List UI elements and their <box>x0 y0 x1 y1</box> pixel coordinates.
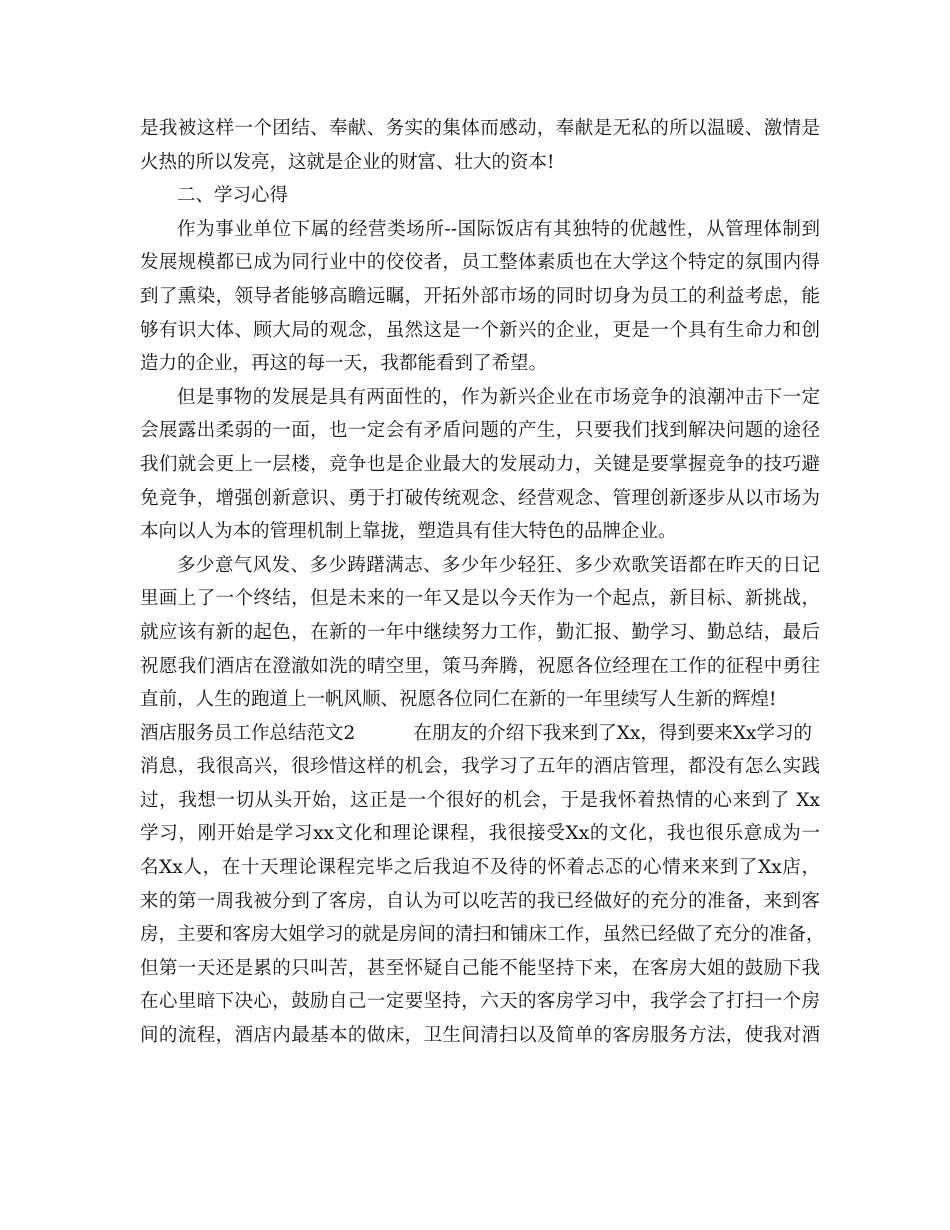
body-line: 名Xx人，在十天理论课程完毕之后我迫不及待的怀着忐忑的心情来来到了Xx店， <box>140 857 820 879</box>
body-line: 多少意气风发、多少踌躇满志、多少年少轻狂、多少欢歌笑语都在昨天的日记 <box>177 554 820 576</box>
body-line: 免竞争，增强创新意识、勇于打破传统观念、经营观念、管理创新逐步从以市场为 <box>140 487 820 509</box>
heading-line <box>140 717 820 751</box>
inline-heading: 酒店服务员工作总结范文2 <box>140 722 356 744</box>
body-line: 就应该有新的起色，在新的一年中继续努力工作，勤汇报、勤学习、勤总结，最后 <box>140 621 820 643</box>
section-heading: 二、学习心得 <box>177 185 289 207</box>
document-page <box>140 112 825 1053</box>
body-line: 学习，刚开始是学习xx文化和理论课程，我很接受Xx的文化，我也很乐意成为一 <box>140 823 820 845</box>
body-line: 作为事业单位下属的经营类场所--国际饭店有其独特的优越性，从管理体制到 <box>177 218 820 240</box>
body-line: 来的第一周我被分到了客房，自认为可以吃苦的我已经做好的充分的准备，来到客 <box>140 890 820 912</box>
body-line: 间的流程，酒店内最基本的做床，卫生间清扫以及简单的客房服务方法，使我对酒 <box>140 1025 820 1047</box>
body-line: 里画上了一个终结，但是未来的一年又是以今天作为一个起点，新目标、新挑战， <box>140 588 820 610</box>
body-line: 祝愿我们酒店在澄澈如洗的晴空里，策马奔腾，祝愿各位经理在工作的征程中勇往 <box>140 655 820 677</box>
body-line: 在心里暗下决心，鼓励自己一定要坚持，六天的客房学习中，我学会了打扫一个房 <box>140 991 820 1013</box>
body-line: 直前，人生的跑道上一帆风顺、祝愿各位同仁在新的一年里续写人生新的辉煌! <box>140 689 777 711</box>
body-line: 发展规模都已成为同行业中的佼佼者，员工整体素质也在大学这个特定的氛围内得 <box>140 252 820 274</box>
body-line: 房，主要和客房大姐学习的就是房间的清扫和铺床工作，虽然已经做了充分的准备， <box>140 924 825 946</box>
body-line: 但是事物的发展是具有两面性的，作为新兴企业在市场竞争的浪潮冲击下一定 <box>177 386 820 408</box>
body-line: 但第一天还是累的只叫苦，甚至怀疑自己能不能坚持下来，在客房大姐的鼓励下我 <box>140 957 820 979</box>
body-line: 够有识大体、顾大局的观念，虽然这是一个新兴的企业，更是一个具有生命力和创 <box>140 319 820 341</box>
body-line: 会展露出柔弱的一面，也一定会有矛盾问题的产生，只要我们找到解决问题的途径 <box>140 420 820 442</box>
body-line: 消息，我很高兴，很珍惜这样的机会，我学习了五年的酒店管理，都没有怎么实践 <box>140 756 820 778</box>
body-line: 我们就会更上一层楼，竞争也是企业最大的发展动力，关键是要掌握竞争的技巧避 <box>140 453 820 475</box>
body-line: 过，我想一切从头开始，这正是一个很好的机会，于是我怀着热情的心来到了 Xx <box>140 789 820 811</box>
body-line: 是我被这样一个团结、奉献、务实的集体而感动，奉献是无私的所以温暖、激情是 <box>140 118 820 139</box>
body-line: 火热的所以发亮，这就是企业的财富、壮大的资本! <box>140 151 555 173</box>
body-line: 本向以人为本的管理机制上靠拢，塑造具有佳大特色的品牌企业。 <box>140 521 677 543</box>
body-line: 到了熏染，领导者能够高瞻远瞩，开拓外部市场的同时切身为员工的利益考虑，能 <box>140 285 820 307</box>
body-line: 造力的企业，再这的每一天，我都能看到了希望。 <box>140 353 548 375</box>
body-text: 在朋友的介绍下我来到了Xx，得到要来Xx学习的 <box>413 722 812 744</box>
